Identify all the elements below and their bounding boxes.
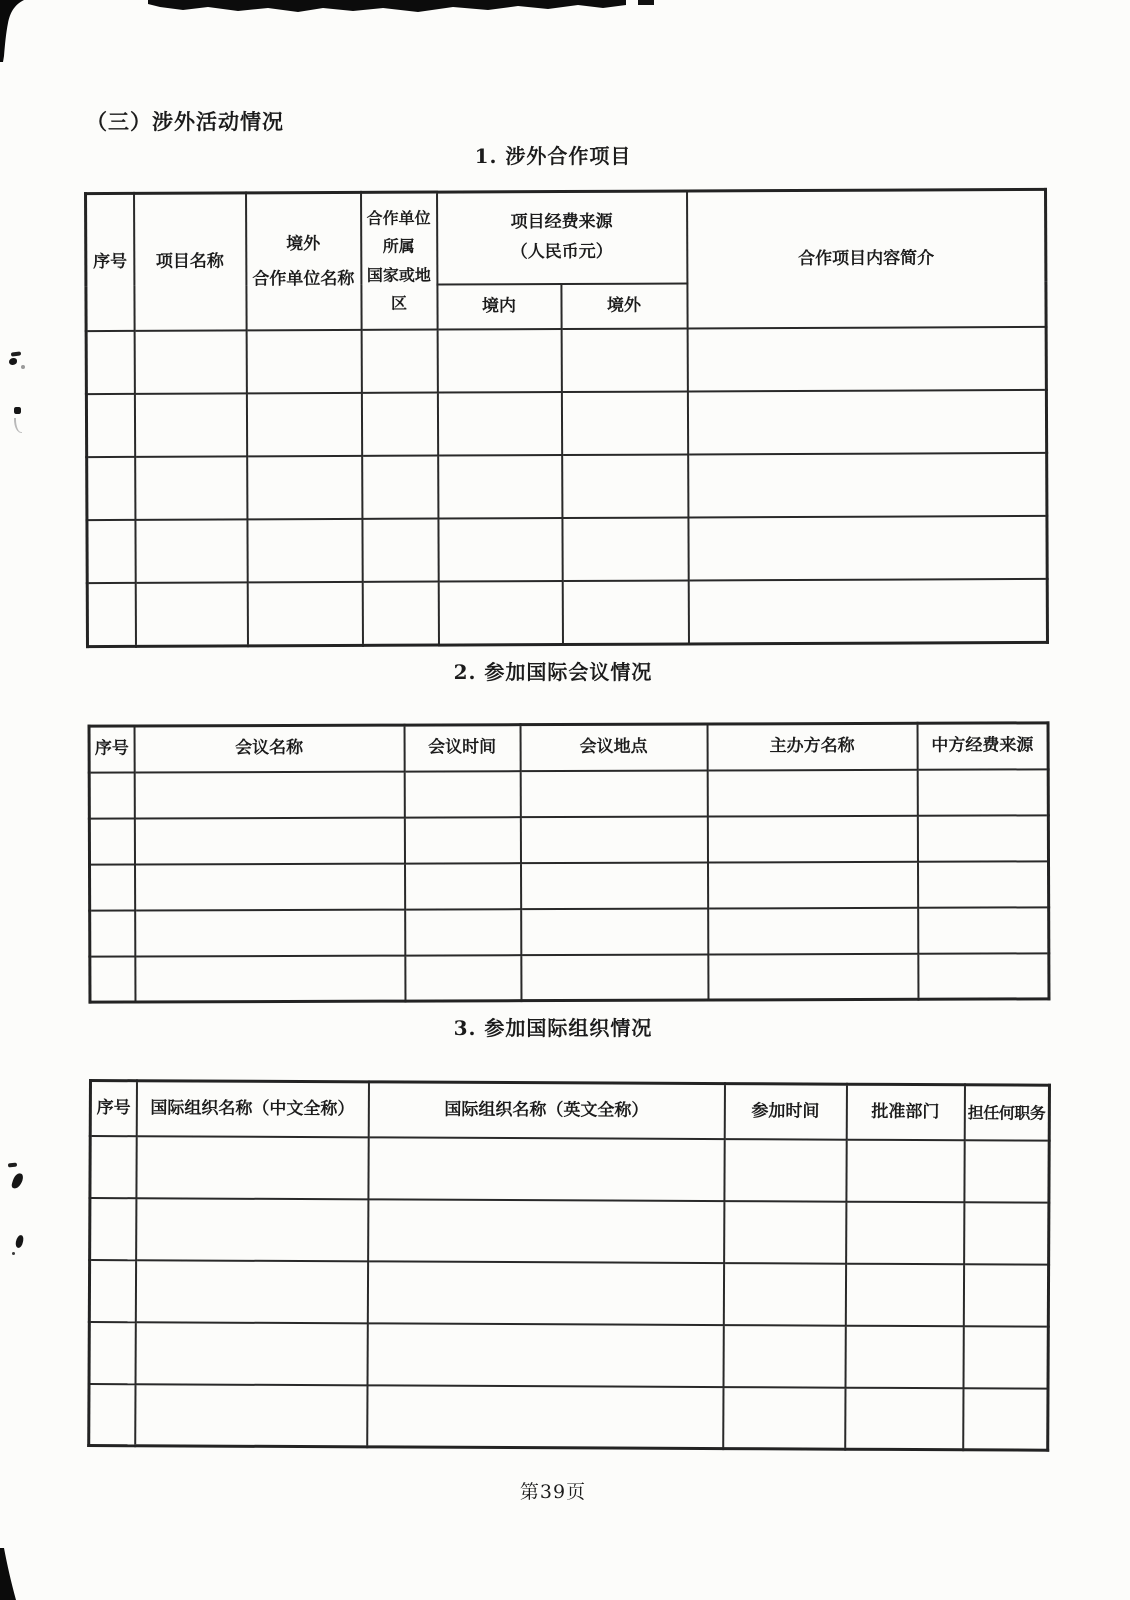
empty-cell bbox=[368, 1199, 724, 1263]
empty-cell bbox=[521, 862, 708, 909]
table-row bbox=[86, 327, 1046, 394]
empty-cell bbox=[361, 393, 437, 456]
scan-artifact-corner-curl-top-left bbox=[0, 0, 30, 62]
empty-cell bbox=[362, 456, 438, 519]
empty-cell bbox=[135, 863, 405, 910]
empty-cell bbox=[708, 907, 918, 954]
col-header-position-held: 担任何职务 bbox=[964, 1085, 1049, 1140]
empty-cell bbox=[707, 861, 917, 908]
table-row bbox=[89, 1384, 1048, 1451]
col-header-org-name-cn: 国际组织名称（中文全称） bbox=[136, 1081, 368, 1137]
empty-cell bbox=[90, 864, 135, 910]
empty-cell bbox=[134, 771, 404, 818]
col-header-china-funding: 中方经费来源 bbox=[917, 723, 1048, 769]
col-header-conference-time: 会议时间 bbox=[404, 725, 520, 771]
empty-cell bbox=[917, 815, 1048, 861]
col-header-join-time: 参加时间 bbox=[724, 1084, 846, 1140]
empty-cell bbox=[963, 1326, 1048, 1388]
empty-cell bbox=[437, 392, 561, 456]
section-heading: （三）涉外活动情况 bbox=[86, 109, 284, 134]
empty-cell bbox=[246, 330, 361, 394]
empty-cell bbox=[917, 769, 1048, 815]
table-row bbox=[89, 1260, 1048, 1327]
empty-cell bbox=[87, 520, 135, 583]
empty-cell bbox=[723, 1263, 845, 1326]
empty-cell bbox=[136, 1136, 368, 1199]
empty-cell bbox=[964, 1202, 1049, 1264]
empty-cell bbox=[724, 1139, 846, 1202]
empty-cell bbox=[520, 816, 707, 863]
empty-cell bbox=[687, 327, 1046, 392]
empty-cell bbox=[845, 1263, 963, 1326]
scan-artifact-top-band bbox=[148, 0, 668, 16]
empty-cell bbox=[963, 1388, 1048, 1450]
table-row bbox=[89, 769, 1048, 818]
empty-cell bbox=[917, 861, 1048, 907]
table-row bbox=[89, 815, 1048, 864]
empty-cell bbox=[688, 453, 1047, 518]
scan-artifact-ink-mark bbox=[11, 1172, 25, 1190]
empty-cell bbox=[89, 1384, 135, 1446]
empty-cell bbox=[964, 1140, 1049, 1202]
empty-cell bbox=[134, 817, 404, 864]
header-row bbox=[89, 723, 1048, 772]
empty-cell bbox=[89, 818, 134, 864]
col-header-index: 序号 bbox=[89, 726, 134, 772]
col-header-overseas: 境外 bbox=[561, 283, 687, 329]
table-caption-cooperation: 1. 涉外合作项目 bbox=[474, 144, 632, 168]
empty-cell bbox=[135, 955, 405, 1002]
empty-cell bbox=[707, 769, 917, 816]
empty-cell bbox=[87, 583, 135, 646]
cooperation-projects-table bbox=[84, 188, 1049, 648]
empty-cell bbox=[86, 331, 134, 394]
empty-cell bbox=[90, 956, 135, 1002]
empty-cell bbox=[135, 582, 247, 645]
empty-cell bbox=[688, 516, 1047, 581]
empty-cell bbox=[135, 1384, 367, 1447]
empty-cell bbox=[845, 1325, 963, 1388]
col-header-overseas-partner: 境外 合作单位名称 bbox=[246, 192, 362, 330]
empty-cell bbox=[561, 391, 687, 455]
empty-cell bbox=[86, 394, 134, 457]
empty-cell bbox=[521, 908, 708, 955]
table-caption-organizations: 3. 参加国际组织情况 bbox=[453, 1016, 653, 1040]
scan-artifact-ink-mark bbox=[15, 1234, 24, 1248]
scan-artifact-ink-mark bbox=[14, 418, 22, 433]
empty-cell bbox=[562, 454, 688, 518]
empty-cell bbox=[135, 1260, 367, 1323]
col-header-approving-dept: 批准部门 bbox=[846, 1084, 964, 1140]
col-header-conference-name: 会议名称 bbox=[134, 725, 404, 772]
col-header-conference-place: 会议地点 bbox=[520, 724, 707, 771]
empty-cell bbox=[405, 909, 521, 955]
empty-cell bbox=[724, 1201, 846, 1264]
empty-cell bbox=[438, 518, 562, 582]
scan-artifact-ink-mark bbox=[14, 407, 21, 414]
table-row bbox=[90, 861, 1049, 910]
col-header-domestic: 境内 bbox=[437, 284, 561, 330]
empty-cell bbox=[405, 955, 521, 1001]
empty-cell bbox=[918, 953, 1049, 999]
empty-cell bbox=[136, 1198, 368, 1261]
empty-cell bbox=[135, 1322, 367, 1385]
empty-cell bbox=[707, 815, 917, 862]
scan-artifact-ink-mark bbox=[8, 1163, 17, 1168]
empty-cell bbox=[134, 393, 246, 456]
empty-cell bbox=[367, 1261, 723, 1325]
empty-cell bbox=[247, 519, 362, 583]
table-row bbox=[90, 953, 1049, 1002]
scan-artifact-ink-mark bbox=[9, 358, 17, 365]
col-header-project-name: 项目名称 bbox=[134, 193, 247, 331]
empty-cell bbox=[845, 1387, 963, 1450]
table-row bbox=[86, 390, 1046, 457]
empty-cell bbox=[723, 1325, 845, 1388]
empty-cell bbox=[723, 1387, 845, 1450]
empty-cell bbox=[368, 1137, 724, 1201]
empty-cell bbox=[135, 456, 247, 519]
empty-cell bbox=[90, 1198, 136, 1260]
empty-cell bbox=[89, 1322, 135, 1384]
international-organizations-table bbox=[87, 1079, 1051, 1452]
empty-cell bbox=[708, 953, 918, 1000]
table-row bbox=[90, 907, 1049, 956]
page-number: 第39页 bbox=[519, 1481, 587, 1503]
table-row bbox=[87, 579, 1047, 646]
table-row bbox=[87, 453, 1047, 520]
empty-cell bbox=[438, 581, 562, 645]
empty-cell bbox=[362, 519, 438, 582]
col-header-org-name-en: 国际组织名称（英文全称） bbox=[368, 1082, 724, 1139]
empty-cell bbox=[89, 1260, 135, 1322]
empty-cell bbox=[438, 455, 562, 519]
empty-cell bbox=[90, 910, 135, 956]
empty-cell bbox=[687, 390, 1046, 455]
empty-cell bbox=[247, 456, 362, 520]
scan-artifact-ink-mark bbox=[21, 365, 25, 369]
empty-cell bbox=[521, 954, 708, 1001]
header-row bbox=[90, 1081, 1049, 1141]
col-header-index: 序号 bbox=[86, 193, 135, 331]
col-header-host-name: 主办方名称 bbox=[707, 723, 917, 770]
empty-cell bbox=[246, 393, 361, 457]
empty-cell bbox=[87, 457, 135, 520]
table-row bbox=[90, 1198, 1049, 1265]
empty-cell bbox=[367, 1385, 723, 1449]
empty-cell bbox=[520, 770, 707, 817]
empty-cell bbox=[134, 330, 246, 393]
empty-cell bbox=[247, 582, 362, 646]
col-header-index: 序号 bbox=[90, 1081, 136, 1136]
empty-cell bbox=[562, 517, 688, 581]
empty-cell bbox=[918, 907, 1049, 953]
empty-cell bbox=[361, 330, 437, 393]
empty-cell bbox=[846, 1201, 964, 1264]
col-header-project-intro: 合作项目内容简介 bbox=[687, 189, 1047, 328]
scan-artifact-ink-mark bbox=[12, 1252, 15, 1255]
empty-cell bbox=[963, 1264, 1048, 1326]
empty-cell bbox=[562, 580, 688, 644]
empty-cell bbox=[90, 1136, 136, 1198]
international-conferences-table bbox=[88, 721, 1051, 1003]
empty-cell bbox=[362, 582, 438, 645]
table-caption-conferences: 2. 参加国际会议情况 bbox=[453, 660, 653, 684]
scan-artifact-corner-curl-bottom-left bbox=[0, 1548, 20, 1600]
table-row bbox=[89, 1322, 1048, 1389]
empty-cell bbox=[89, 772, 134, 818]
empty-cell bbox=[561, 328, 687, 392]
empty-cell bbox=[404, 817, 520, 863]
empty-cell bbox=[846, 1139, 964, 1202]
table-row bbox=[90, 1136, 1049, 1203]
empty-cell bbox=[404, 771, 520, 817]
empty-cell bbox=[405, 863, 521, 909]
header-row bbox=[86, 189, 1046, 286]
empty-cell bbox=[367, 1323, 723, 1387]
col-header-partner-country: 合作单位 所属 国家或地 区 bbox=[361, 192, 438, 330]
empty-cell bbox=[135, 909, 405, 956]
table-row bbox=[87, 516, 1047, 583]
col-header-funding-source: 项目经费来源 （人民币元） bbox=[437, 191, 687, 285]
empty-cell bbox=[688, 579, 1047, 644]
scan-artifact-ink-mark bbox=[11, 351, 21, 356]
empty-cell bbox=[437, 329, 561, 393]
empty-cell bbox=[135, 519, 247, 582]
